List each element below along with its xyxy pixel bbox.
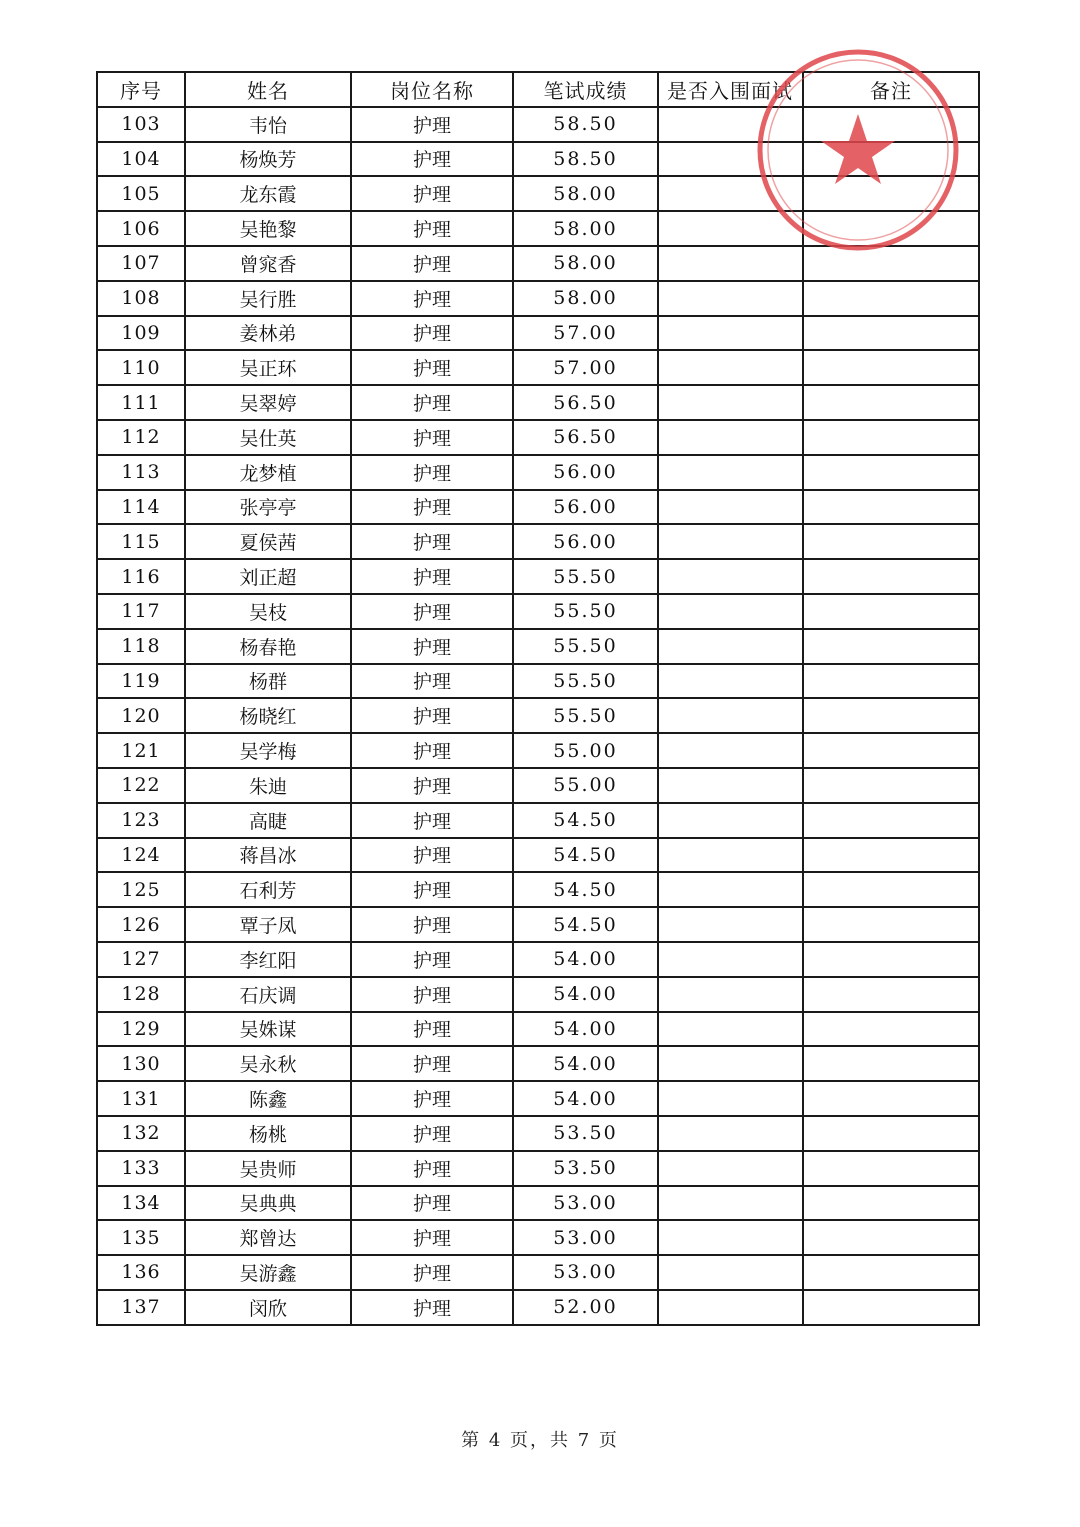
table-row bbox=[97, 1046, 979, 1081]
score-cell: 55.50 bbox=[513, 698, 658, 733]
score-cell: 58.00 bbox=[513, 246, 658, 281]
score-cell: 58.50 bbox=[513, 107, 658, 142]
name-cell: 高睫 bbox=[185, 803, 351, 838]
name-cell: 曾窕香 bbox=[185, 246, 351, 281]
interview-cell bbox=[658, 733, 803, 768]
position-cell: 护理 bbox=[351, 1220, 513, 1255]
table-row bbox=[97, 698, 979, 733]
table-row bbox=[97, 420, 979, 455]
interview-cell bbox=[658, 1046, 803, 1081]
interview-cell bbox=[658, 768, 803, 803]
interview-cell bbox=[658, 1186, 803, 1221]
name-cell: 吴仕英 bbox=[185, 420, 351, 455]
row-number-cell: 104 bbox=[97, 142, 185, 177]
interview-cell bbox=[658, 316, 803, 351]
row-number-cell: 126 bbox=[97, 907, 185, 942]
score-cell: 56.50 bbox=[513, 385, 658, 420]
row-number-cell: 130 bbox=[97, 1046, 185, 1081]
position-cell: 护理 bbox=[351, 107, 513, 142]
interview-cell bbox=[658, 1116, 803, 1151]
position-cell: 护理 bbox=[351, 1012, 513, 1047]
remark-cell bbox=[803, 664, 979, 699]
position-cell: 护理 bbox=[351, 1255, 513, 1290]
results-table bbox=[96, 71, 980, 1326]
table-row bbox=[97, 942, 979, 977]
name-cell: 龙梦植 bbox=[185, 455, 351, 490]
name-cell: 杨桃 bbox=[185, 1116, 351, 1151]
name-cell: 陈鑫 bbox=[185, 1081, 351, 1116]
table-row bbox=[97, 1220, 979, 1255]
table-row bbox=[97, 176, 979, 211]
row-number-cell: 127 bbox=[97, 942, 185, 977]
table-row bbox=[97, 524, 979, 559]
remark-cell bbox=[803, 211, 979, 246]
table-row bbox=[97, 1290, 979, 1325]
table-row bbox=[97, 664, 979, 699]
row-number-cell: 117 bbox=[97, 594, 185, 629]
name-cell: 吴典典 bbox=[185, 1186, 351, 1221]
score-cell: 53.50 bbox=[513, 1151, 658, 1186]
header-name: 姓名 bbox=[185, 72, 351, 107]
table-row bbox=[97, 1012, 979, 1047]
position-cell: 护理 bbox=[351, 1151, 513, 1186]
position-cell: 护理 bbox=[351, 490, 513, 525]
table-row bbox=[97, 803, 979, 838]
header-no: 序号 bbox=[97, 72, 185, 107]
row-number-cell: 111 bbox=[97, 385, 185, 420]
name-cell: 李红阳 bbox=[185, 942, 351, 977]
remark-cell bbox=[803, 246, 979, 281]
name-cell: 石庆调 bbox=[185, 977, 351, 1012]
interview-cell bbox=[658, 1220, 803, 1255]
score-cell: 57.00 bbox=[513, 350, 658, 385]
position-cell: 护理 bbox=[351, 768, 513, 803]
table-row bbox=[97, 907, 979, 942]
interview-cell bbox=[658, 977, 803, 1012]
score-cell: 54.50 bbox=[513, 872, 658, 907]
name-cell: 吴正环 bbox=[185, 350, 351, 385]
name-cell: 吴枝 bbox=[185, 594, 351, 629]
page-number-footer: 第 4 页，共 7 页 bbox=[461, 1430, 619, 1451]
name-cell: 闵欣 bbox=[185, 1290, 351, 1325]
row-number-cell: 131 bbox=[97, 1081, 185, 1116]
position-cell: 护理 bbox=[351, 420, 513, 455]
interview-cell bbox=[658, 664, 803, 699]
remark-cell bbox=[803, 768, 979, 803]
score-cell: 54.50 bbox=[513, 838, 658, 873]
position-cell: 护理 bbox=[351, 1116, 513, 1151]
score-cell: 54.50 bbox=[513, 907, 658, 942]
position-cell: 护理 bbox=[351, 838, 513, 873]
table-header-row bbox=[97, 72, 979, 107]
interview-cell bbox=[658, 1081, 803, 1116]
interview-cell bbox=[658, 1012, 803, 1047]
position-cell: 护理 bbox=[351, 977, 513, 1012]
score-cell: 55.50 bbox=[513, 664, 658, 699]
interview-cell bbox=[658, 838, 803, 873]
interview-cell bbox=[658, 803, 803, 838]
name-cell: 吴艳黎 bbox=[185, 211, 351, 246]
position-cell: 护理 bbox=[351, 629, 513, 664]
remark-cell bbox=[803, 594, 979, 629]
name-cell: 吴行胜 bbox=[185, 281, 351, 316]
name-cell: 吴学梅 bbox=[185, 733, 351, 768]
table-row bbox=[97, 281, 979, 316]
score-cell: 55.50 bbox=[513, 629, 658, 664]
score-cell: 56.00 bbox=[513, 524, 658, 559]
score-cell: 57.00 bbox=[513, 316, 658, 351]
remark-cell bbox=[803, 1116, 979, 1151]
position-cell: 护理 bbox=[351, 733, 513, 768]
score-cell: 58.00 bbox=[513, 176, 658, 211]
name-cell: 吴贵师 bbox=[185, 1151, 351, 1186]
score-cell: 53.50 bbox=[513, 1116, 658, 1151]
score-cell: 54.00 bbox=[513, 1012, 658, 1047]
row-number-cell: 118 bbox=[97, 629, 185, 664]
position-cell: 护理 bbox=[351, 1081, 513, 1116]
score-cell: 56.00 bbox=[513, 490, 658, 525]
table-row bbox=[97, 142, 979, 177]
position-cell: 护理 bbox=[351, 385, 513, 420]
row-number-cell: 122 bbox=[97, 768, 185, 803]
row-number-cell: 124 bbox=[97, 838, 185, 873]
name-cell: 吴翠婷 bbox=[185, 385, 351, 420]
interview-cell bbox=[658, 524, 803, 559]
table-row bbox=[97, 1255, 979, 1290]
name-cell: 郑曾达 bbox=[185, 1220, 351, 1255]
remark-cell bbox=[803, 385, 979, 420]
position-cell: 护理 bbox=[351, 455, 513, 490]
position-cell: 护理 bbox=[351, 698, 513, 733]
position-cell: 护理 bbox=[351, 907, 513, 942]
table-row bbox=[97, 594, 979, 629]
table-row bbox=[97, 1116, 979, 1151]
remark-cell bbox=[803, 1186, 979, 1221]
name-cell: 刘正超 bbox=[185, 559, 351, 594]
interview-cell bbox=[658, 1151, 803, 1186]
remark-cell bbox=[803, 1081, 979, 1116]
position-cell: 护理 bbox=[351, 1046, 513, 1081]
interview-cell bbox=[658, 246, 803, 281]
name-cell: 姜林弟 bbox=[185, 316, 351, 351]
row-number-cell: 103 bbox=[97, 107, 185, 142]
row-number-cell: 128 bbox=[97, 977, 185, 1012]
score-cell: 56.00 bbox=[513, 455, 658, 490]
interview-cell bbox=[658, 490, 803, 525]
table-row bbox=[97, 977, 979, 1012]
remark-cell bbox=[803, 350, 979, 385]
remark-cell bbox=[803, 1046, 979, 1081]
row-number-cell: 132 bbox=[97, 1116, 185, 1151]
row-number-cell: 120 bbox=[97, 698, 185, 733]
table-row bbox=[97, 490, 979, 525]
table-row bbox=[97, 1081, 979, 1116]
remark-cell bbox=[803, 803, 979, 838]
remark-cell bbox=[803, 1151, 979, 1186]
table-row bbox=[97, 107, 979, 142]
interview-cell bbox=[658, 1290, 803, 1325]
position-cell: 护理 bbox=[351, 664, 513, 699]
row-number-cell: 114 bbox=[97, 490, 185, 525]
name-cell: 朱迪 bbox=[185, 768, 351, 803]
position-cell: 护理 bbox=[351, 350, 513, 385]
interview-cell bbox=[658, 211, 803, 246]
name-cell: 覃子凤 bbox=[185, 907, 351, 942]
name-cell: 龙东霞 bbox=[185, 176, 351, 211]
table-row bbox=[97, 455, 979, 490]
score-cell: 54.00 bbox=[513, 1081, 658, 1116]
remark-cell bbox=[803, 698, 979, 733]
name-cell: 杨焕芳 bbox=[185, 142, 351, 177]
interview-cell bbox=[658, 455, 803, 490]
row-number-cell: 123 bbox=[97, 803, 185, 838]
position-cell: 护理 bbox=[351, 142, 513, 177]
interview-cell bbox=[658, 176, 803, 211]
score-cell: 54.00 bbox=[513, 1046, 658, 1081]
score-cell: 53.00 bbox=[513, 1220, 658, 1255]
table-body bbox=[97, 107, 979, 1325]
table-row bbox=[97, 559, 979, 594]
score-cell: 54.00 bbox=[513, 942, 658, 977]
remark-cell bbox=[803, 107, 979, 142]
remark-cell bbox=[803, 281, 979, 316]
name-cell: 韦怡 bbox=[185, 107, 351, 142]
score-cell: 58.00 bbox=[513, 211, 658, 246]
interview-cell bbox=[658, 872, 803, 907]
interview-cell bbox=[658, 942, 803, 977]
remark-cell bbox=[803, 977, 979, 1012]
table-row bbox=[97, 316, 979, 351]
name-cell: 夏侯茜 bbox=[185, 524, 351, 559]
row-number-cell: 136 bbox=[97, 1255, 185, 1290]
row-number-cell: 105 bbox=[97, 176, 185, 211]
remark-cell bbox=[803, 524, 979, 559]
position-cell: 护理 bbox=[351, 803, 513, 838]
row-number-cell: 125 bbox=[97, 872, 185, 907]
name-cell: 石利芳 bbox=[185, 872, 351, 907]
remark-cell bbox=[803, 559, 979, 594]
remark-cell bbox=[803, 420, 979, 455]
name-cell: 杨春艳 bbox=[185, 629, 351, 664]
interview-cell bbox=[658, 559, 803, 594]
score-cell: 54.50 bbox=[513, 803, 658, 838]
row-number-cell: 107 bbox=[97, 246, 185, 281]
name-cell: 吴游鑫 bbox=[185, 1255, 351, 1290]
interview-cell bbox=[658, 1255, 803, 1290]
table-row bbox=[97, 872, 979, 907]
remark-cell bbox=[803, 176, 979, 211]
interview-cell bbox=[658, 107, 803, 142]
remark-cell bbox=[803, 1255, 979, 1290]
header-position: 岗位名称 bbox=[351, 72, 513, 107]
table-row bbox=[97, 1186, 979, 1221]
score-cell: 55.00 bbox=[513, 733, 658, 768]
score-cell: 53.00 bbox=[513, 1186, 658, 1221]
score-cell: 58.50 bbox=[513, 142, 658, 177]
header-remark: 备注 bbox=[803, 72, 979, 107]
position-cell: 护理 bbox=[351, 316, 513, 351]
interview-cell bbox=[658, 594, 803, 629]
table-row bbox=[97, 385, 979, 420]
row-number-cell: 133 bbox=[97, 1151, 185, 1186]
interview-cell bbox=[658, 281, 803, 316]
score-cell: 55.50 bbox=[513, 594, 658, 629]
name-cell: 吴永秋 bbox=[185, 1046, 351, 1081]
table-row bbox=[97, 733, 979, 768]
row-number-cell: 121 bbox=[97, 733, 185, 768]
score-cell: 54.00 bbox=[513, 977, 658, 1012]
position-cell: 护理 bbox=[351, 524, 513, 559]
row-number-cell: 108 bbox=[97, 281, 185, 316]
table-row bbox=[97, 211, 979, 246]
remark-cell bbox=[803, 455, 979, 490]
remark-cell bbox=[803, 838, 979, 873]
position-cell: 护理 bbox=[351, 1290, 513, 1325]
table-row bbox=[97, 1151, 979, 1186]
remark-cell bbox=[803, 1012, 979, 1047]
remark-cell bbox=[803, 629, 979, 664]
position-cell: 护理 bbox=[351, 942, 513, 977]
row-number-cell: 119 bbox=[97, 664, 185, 699]
position-cell: 护理 bbox=[351, 1186, 513, 1221]
row-number-cell: 110 bbox=[97, 350, 185, 385]
remark-cell bbox=[803, 942, 979, 977]
row-number-cell: 106 bbox=[97, 211, 185, 246]
score-cell: 52.00 bbox=[513, 1290, 658, 1325]
name-cell: 张亭亭 bbox=[185, 490, 351, 525]
name-cell: 杨晓红 bbox=[185, 698, 351, 733]
interview-cell bbox=[658, 420, 803, 455]
name-cell: 蒋昌冰 bbox=[185, 838, 351, 873]
score-cell: 58.00 bbox=[513, 281, 658, 316]
table-row bbox=[97, 246, 979, 281]
row-number-cell: 135 bbox=[97, 1220, 185, 1255]
remark-cell bbox=[803, 1290, 979, 1325]
position-cell: 护理 bbox=[351, 594, 513, 629]
position-cell: 护理 bbox=[351, 559, 513, 594]
remark-cell bbox=[803, 733, 979, 768]
name-cell: 吴姝谋 bbox=[185, 1012, 351, 1047]
table-row bbox=[97, 838, 979, 873]
position-cell: 护理 bbox=[351, 246, 513, 281]
interview-cell bbox=[658, 142, 803, 177]
row-number-cell: 112 bbox=[97, 420, 185, 455]
row-number-cell: 115 bbox=[97, 524, 185, 559]
header-interview: 是否入围面试 bbox=[658, 72, 803, 107]
name-cell: 杨群 bbox=[185, 664, 351, 699]
row-number-cell: 134 bbox=[97, 1186, 185, 1221]
position-cell: 护理 bbox=[351, 211, 513, 246]
interview-cell bbox=[658, 907, 803, 942]
row-number-cell: 113 bbox=[97, 455, 185, 490]
interview-cell bbox=[658, 350, 803, 385]
remark-cell bbox=[803, 907, 979, 942]
interview-cell bbox=[658, 629, 803, 664]
interview-cell bbox=[658, 698, 803, 733]
position-cell: 护理 bbox=[351, 872, 513, 907]
header-score: 笔试成绩 bbox=[513, 72, 658, 107]
row-number-cell: 129 bbox=[97, 1012, 185, 1047]
row-number-cell: 137 bbox=[97, 1290, 185, 1325]
table-row bbox=[97, 350, 979, 385]
remark-cell bbox=[803, 142, 979, 177]
remark-cell bbox=[803, 490, 979, 525]
table-row bbox=[97, 768, 979, 803]
position-cell: 护理 bbox=[351, 176, 513, 211]
remark-cell bbox=[803, 1220, 979, 1255]
table-row bbox=[97, 629, 979, 664]
score-cell: 55.50 bbox=[513, 559, 658, 594]
score-cell: 53.00 bbox=[513, 1255, 658, 1290]
remark-cell bbox=[803, 316, 979, 351]
row-number-cell: 116 bbox=[97, 559, 185, 594]
remark-cell bbox=[803, 872, 979, 907]
interview-cell bbox=[658, 385, 803, 420]
row-number-cell: 109 bbox=[97, 316, 185, 351]
score-cell: 55.00 bbox=[513, 768, 658, 803]
score-cell: 56.50 bbox=[513, 420, 658, 455]
position-cell: 护理 bbox=[351, 281, 513, 316]
